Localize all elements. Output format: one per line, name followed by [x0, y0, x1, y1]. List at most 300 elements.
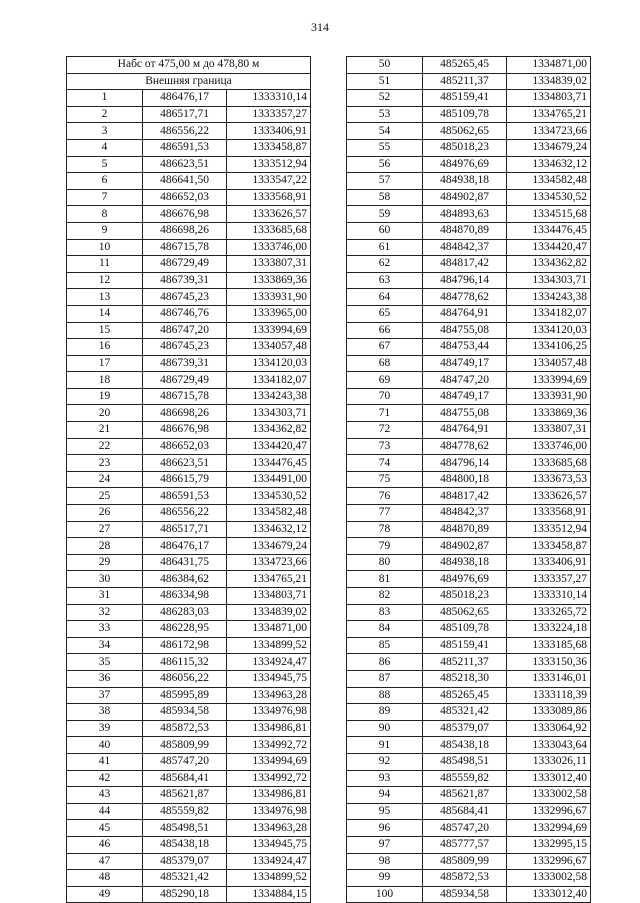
table-row: [67, 488, 311, 505]
table-row: [347, 803, 591, 820]
x-coordinate: 485559,82: [423, 770, 507, 787]
x-coordinate: 484778,62: [423, 289, 507, 306]
table-row: [67, 388, 311, 405]
x-coordinate: 485018,23: [423, 588, 507, 605]
point-number: 95: [347, 803, 423, 820]
x-coordinate: 484755,08: [423, 405, 507, 422]
table-row: [67, 737, 311, 754]
point-number: 84: [347, 621, 423, 638]
y-coordinate: 1334243,38: [227, 388, 311, 405]
y-coordinate: 1333185,68: [507, 637, 591, 654]
table-row: [67, 820, 311, 837]
y-coordinate: 1333673,53: [507, 471, 591, 488]
table-row: [347, 106, 591, 123]
point-number: 54: [347, 123, 423, 140]
table-row: [67, 753, 311, 770]
y-coordinate: 1334476,45: [227, 455, 311, 472]
table-row: [347, 355, 591, 372]
y-coordinate: 1334986,81: [227, 787, 311, 804]
y-coordinate: 1334963,28: [227, 687, 311, 704]
y-coordinate: 1333002,58: [507, 870, 591, 887]
y-coordinate: 1333310,14: [227, 90, 311, 107]
table-row: [67, 787, 311, 804]
table-row: [347, 189, 591, 206]
table-row: [67, 372, 311, 389]
x-coordinate: 486745,23: [143, 289, 227, 306]
table-row: [67, 836, 311, 853]
table-row: [67, 256, 311, 273]
x-coordinate: 486698,26: [143, 405, 227, 422]
table-title: Набс от 475,00 м до 478,80 м: [67, 57, 311, 74]
y-coordinate: 1334362,82: [507, 256, 591, 273]
point-number: 100: [347, 886, 423, 903]
point-number: 26: [67, 505, 143, 522]
x-coordinate: 484902,87: [423, 538, 507, 555]
x-coordinate: 484817,42: [423, 256, 507, 273]
table-row: [347, 670, 591, 687]
y-coordinate: 1334582,48: [507, 173, 591, 190]
point-number: 35: [67, 654, 143, 671]
y-coordinate: 1333089,86: [507, 704, 591, 721]
point-number: 10: [67, 239, 143, 256]
table-row: [67, 720, 311, 737]
point-number: 67: [347, 339, 423, 356]
y-coordinate: 1333931,90: [507, 388, 591, 405]
x-coordinate: 484753,44: [423, 339, 507, 356]
y-coordinate: 1333931,90: [227, 289, 311, 306]
x-coordinate: 486623,51: [143, 455, 227, 472]
y-coordinate: 1334679,24: [227, 538, 311, 555]
x-coordinate: 486283,03: [143, 604, 227, 621]
y-coordinate: 1334057,48: [227, 339, 311, 356]
y-coordinate: 1334803,71: [507, 90, 591, 107]
y-coordinate: 1334582,48: [227, 505, 311, 522]
x-coordinate: 486517,71: [143, 521, 227, 538]
y-coordinate: 1333568,91: [507, 505, 591, 522]
y-coordinate: 1334871,00: [227, 621, 311, 638]
point-number: 36: [67, 670, 143, 687]
x-coordinate: 484893,63: [423, 206, 507, 223]
table-row: [347, 322, 591, 339]
table-row: [347, 488, 591, 505]
x-coordinate: 485621,87: [143, 787, 227, 804]
table-subtitle: Внешняя граница: [67, 73, 311, 90]
x-coordinate: 484747,20: [423, 372, 507, 389]
table-row: [347, 720, 591, 737]
x-coordinate: 484870,89: [423, 222, 507, 239]
table-row: [347, 588, 591, 605]
table-row: [67, 637, 311, 654]
table-row: [347, 554, 591, 571]
x-coordinate: 486652,03: [143, 189, 227, 206]
point-number: 2: [67, 106, 143, 123]
point-number: 96: [347, 820, 423, 837]
table-row: [67, 438, 311, 455]
x-coordinate: 485559,82: [143, 803, 227, 820]
x-coordinate: 484938,18: [423, 173, 507, 190]
y-coordinate: 1333869,36: [507, 405, 591, 422]
table-row: [67, 355, 311, 372]
table-row: [67, 588, 311, 605]
x-coordinate: 485109,78: [423, 106, 507, 123]
x-coordinate: 485211,37: [423, 654, 507, 671]
point-number: 34: [67, 637, 143, 654]
table-row: [67, 803, 311, 820]
table-row: [67, 405, 311, 422]
y-coordinate: 1333265,72: [507, 604, 591, 621]
x-coordinate: 486698,26: [143, 222, 227, 239]
y-coordinate: 1333310,14: [507, 588, 591, 605]
y-coordinate: 1333807,31: [227, 256, 311, 273]
y-coordinate: 1333012,40: [507, 886, 591, 903]
x-coordinate: 485159,41: [423, 637, 507, 654]
table-row: [67, 870, 311, 887]
point-number: 99: [347, 870, 423, 887]
x-coordinate: 486115,32: [143, 654, 227, 671]
table-row: [347, 604, 591, 621]
x-coordinate: 485265,45: [423, 687, 507, 704]
table-row: [67, 687, 311, 704]
table-row: [347, 422, 591, 439]
y-coordinate: 1333064,92: [507, 720, 591, 737]
point-number: 9: [67, 222, 143, 239]
table-row: [347, 521, 591, 538]
y-coordinate: 1333406,91: [227, 123, 311, 140]
y-coordinate: 1334182,07: [227, 372, 311, 389]
y-coordinate: 1332996,67: [507, 853, 591, 870]
y-coordinate: 1333626,57: [227, 206, 311, 223]
y-coordinate: 1333869,36: [227, 272, 311, 289]
x-coordinate: 485995,89: [143, 687, 227, 704]
point-number: 52: [347, 90, 423, 107]
point-number: 87: [347, 670, 423, 687]
point-number: 76: [347, 488, 423, 505]
point-number: 74: [347, 455, 423, 472]
table-row: [347, 222, 591, 239]
x-coordinate: 485438,18: [143, 836, 227, 853]
x-coordinate: 486676,98: [143, 422, 227, 439]
table-row: [347, 820, 591, 837]
point-number: 7: [67, 189, 143, 206]
y-coordinate: 1332994,69: [507, 820, 591, 837]
x-coordinate: 485018,23: [423, 139, 507, 156]
y-coordinate: 1334679,24: [507, 139, 591, 156]
y-coordinate: 1334765,21: [507, 106, 591, 123]
y-coordinate: 1333994,69: [507, 372, 591, 389]
y-coordinate: 1334871,00: [507, 57, 591, 74]
table-row: [347, 637, 591, 654]
table-row: [67, 670, 311, 687]
table-row: [67, 106, 311, 123]
table-row: [347, 139, 591, 156]
point-number: 44: [67, 803, 143, 820]
table-row: [347, 173, 591, 190]
point-number: 11: [67, 256, 143, 273]
point-number: 88: [347, 687, 423, 704]
x-coordinate: 486747,20: [143, 322, 227, 339]
coordinates-table-left: [66, 56, 311, 903]
x-coordinate: 486384,62: [143, 571, 227, 588]
point-number: 63: [347, 272, 423, 289]
y-coordinate: 1333458,87: [227, 139, 311, 156]
table-row: [347, 289, 591, 306]
x-coordinate: 484764,91: [423, 305, 507, 322]
y-coordinate: 1334530,52: [507, 189, 591, 206]
x-coordinate: 485777,57: [423, 836, 507, 853]
y-coordinate: 1334924,47: [227, 654, 311, 671]
x-coordinate: 486715,78: [143, 239, 227, 256]
y-coordinate: 1334924,47: [227, 853, 311, 870]
point-number: 47: [67, 853, 143, 870]
table-row: [347, 455, 591, 472]
y-coordinate: 1334992,72: [227, 737, 311, 754]
table-row: [347, 123, 591, 140]
table-row: [347, 239, 591, 256]
x-coordinate: 484796,14: [423, 272, 507, 289]
x-coordinate: 485934,58: [143, 704, 227, 721]
point-number: 4: [67, 139, 143, 156]
table-row: [347, 305, 591, 322]
y-coordinate: 1334476,45: [507, 222, 591, 239]
y-coordinate: 1334986,81: [227, 720, 311, 737]
y-coordinate: 1334839,02: [507, 73, 591, 90]
table-row: [67, 770, 311, 787]
y-coordinate: 1333224,18: [507, 621, 591, 638]
x-coordinate: 485109,78: [423, 621, 507, 638]
y-coordinate: 1334803,71: [227, 588, 311, 605]
point-number: 51: [347, 73, 423, 90]
y-coordinate: 1333043,64: [507, 737, 591, 754]
y-coordinate: 1334992,72: [227, 770, 311, 787]
point-number: 43: [67, 787, 143, 804]
y-coordinate: 1333406,91: [507, 554, 591, 571]
y-coordinate: 1333150,36: [507, 654, 591, 671]
table-row: [67, 289, 311, 306]
table-row: [67, 272, 311, 289]
x-coordinate: 485747,20: [143, 753, 227, 770]
table-row: [67, 554, 311, 571]
point-number: 66: [347, 322, 423, 339]
y-coordinate: 1334106,25: [507, 339, 591, 356]
table-row: [67, 189, 311, 206]
x-coordinate: 485934,58: [423, 886, 507, 903]
point-number: 50: [347, 57, 423, 74]
point-number: 68: [347, 355, 423, 372]
table-row: [67, 322, 311, 339]
x-coordinate: 485321,42: [423, 704, 507, 721]
x-coordinate: 485211,37: [423, 73, 507, 90]
y-coordinate: 1333118,39: [507, 687, 591, 704]
table-row: [347, 339, 591, 356]
point-number: 59: [347, 206, 423, 223]
point-number: 69: [347, 372, 423, 389]
y-coordinate: 1332996,67: [507, 803, 591, 820]
point-number: 71: [347, 405, 423, 422]
x-coordinate: 485290,18: [143, 886, 227, 903]
table-row: [67, 704, 311, 721]
table-row: [67, 604, 311, 621]
point-number: 39: [67, 720, 143, 737]
x-coordinate: 486056,22: [143, 670, 227, 687]
x-coordinate: 486623,51: [143, 156, 227, 173]
table-row: [67, 139, 311, 156]
x-coordinate: 485809,99: [143, 737, 227, 754]
y-coordinate: 1333685,68: [227, 222, 311, 239]
table-row: [67, 206, 311, 223]
x-coordinate: 486729,49: [143, 256, 227, 273]
x-coordinate: 486556,22: [143, 505, 227, 522]
y-coordinate: 1334057,48: [507, 355, 591, 372]
table-row: [347, 272, 591, 289]
point-number: 80: [347, 554, 423, 571]
point-number: 46: [67, 836, 143, 853]
y-coordinate: 1334632,12: [507, 156, 591, 173]
table-row: [347, 737, 591, 754]
y-coordinate: 1333547,22: [227, 173, 311, 190]
x-coordinate: 485621,87: [423, 787, 507, 804]
point-number: 64: [347, 289, 423, 306]
table-row: [347, 687, 591, 704]
point-number: 17: [67, 355, 143, 372]
y-coordinate: 1334182,07: [507, 305, 591, 322]
point-number: 13: [67, 289, 143, 306]
table-row: [67, 455, 311, 472]
x-coordinate: 484938,18: [423, 554, 507, 571]
y-coordinate: 1333012,40: [507, 770, 591, 787]
table-row: [347, 621, 591, 638]
point-number: 92: [347, 753, 423, 770]
table-row: [347, 156, 591, 173]
point-number: 28: [67, 538, 143, 555]
x-coordinate: 485684,41: [423, 803, 507, 820]
point-number: 27: [67, 521, 143, 538]
x-coordinate: 485684,41: [143, 770, 227, 787]
table-row: [347, 73, 591, 90]
x-coordinate: 484800,18: [423, 471, 507, 488]
y-coordinate: 1333626,57: [507, 488, 591, 505]
point-number: 33: [67, 621, 143, 638]
x-coordinate: 486517,71: [143, 106, 227, 123]
page-number: 314: [311, 20, 329, 34]
x-coordinate: 484764,91: [423, 422, 507, 439]
point-number: 72: [347, 422, 423, 439]
table-row: [67, 538, 311, 555]
table-subheader-row: [67, 73, 311, 90]
x-coordinate: 486676,98: [143, 206, 227, 223]
point-number: 94: [347, 787, 423, 804]
point-number: 70: [347, 388, 423, 405]
table-row: [347, 753, 591, 770]
table-row: [347, 870, 591, 887]
x-coordinate: 485062,65: [423, 123, 507, 140]
x-coordinate: 485379,07: [143, 853, 227, 870]
y-coordinate: 1334765,21: [227, 571, 311, 588]
y-coordinate: 1334243,38: [507, 289, 591, 306]
point-number: 31: [67, 588, 143, 605]
point-number: 90: [347, 720, 423, 737]
point-number: 56: [347, 156, 423, 173]
y-coordinate: 1334515,68: [507, 206, 591, 223]
y-coordinate: 1334976,98: [227, 803, 311, 820]
point-number: 55: [347, 139, 423, 156]
point-number: 20: [67, 405, 143, 422]
table-row: [347, 505, 591, 522]
y-coordinate: 1334491,00: [227, 471, 311, 488]
table-row: [347, 853, 591, 870]
y-coordinate: 1334976,98: [227, 704, 311, 721]
point-number: 79: [347, 538, 423, 555]
table-header-row: [67, 57, 311, 74]
x-coordinate: 485265,45: [423, 57, 507, 74]
table-row: [67, 853, 311, 870]
x-coordinate: 486476,17: [143, 538, 227, 555]
y-coordinate: 1334303,71: [227, 405, 311, 422]
point-number: 16: [67, 339, 143, 356]
y-coordinate: 1333002,58: [507, 787, 591, 804]
point-number: 3: [67, 123, 143, 140]
y-coordinate: 1332995,15: [507, 836, 591, 853]
x-coordinate: 486476,17: [143, 90, 227, 107]
x-coordinate: 485498,51: [143, 820, 227, 837]
table-row: [347, 886, 591, 903]
y-coordinate: 1333965,00: [227, 305, 311, 322]
point-number: 1: [67, 90, 143, 107]
point-number: 58: [347, 189, 423, 206]
x-coordinate: 486729,49: [143, 372, 227, 389]
x-coordinate: 486431,75: [143, 554, 227, 571]
point-number: 22: [67, 438, 143, 455]
point-number: 83: [347, 604, 423, 621]
y-coordinate: 1334632,12: [227, 521, 311, 538]
x-coordinate: 486591,53: [143, 488, 227, 505]
x-coordinate: 486746,76: [143, 305, 227, 322]
x-coordinate: 484749,17: [423, 388, 507, 405]
y-coordinate: 1333357,27: [507, 571, 591, 588]
point-number: 60: [347, 222, 423, 239]
point-number: 82: [347, 588, 423, 605]
table-row: [67, 654, 311, 671]
x-coordinate: 486739,31: [143, 355, 227, 372]
y-coordinate: 1334945,75: [227, 836, 311, 853]
table-row: [347, 770, 591, 787]
point-number: 57: [347, 173, 423, 190]
table-row: [67, 471, 311, 488]
point-number: 41: [67, 753, 143, 770]
y-coordinate: 1334303,71: [507, 272, 591, 289]
x-coordinate: 484796,14: [423, 455, 507, 472]
point-number: 14: [67, 305, 143, 322]
x-coordinate: 485498,51: [423, 753, 507, 770]
table-row: [347, 256, 591, 273]
x-coordinate: 484870,89: [423, 521, 507, 538]
y-coordinate: 1333512,94: [507, 521, 591, 538]
point-number: 32: [67, 604, 143, 621]
table-row: [67, 886, 311, 903]
table-row: [67, 505, 311, 522]
point-number: 5: [67, 156, 143, 173]
y-coordinate: 1333458,87: [507, 538, 591, 555]
table-row: [67, 571, 311, 588]
point-number: 19: [67, 388, 143, 405]
y-coordinate: 1334420,47: [507, 239, 591, 256]
table-row: [347, 836, 591, 853]
x-coordinate: 486334,98: [143, 588, 227, 605]
x-coordinate: 484755,08: [423, 322, 507, 339]
table-row: [347, 704, 591, 721]
point-number: 15: [67, 322, 143, 339]
point-number: 53: [347, 106, 423, 123]
y-coordinate: 1333994,69: [227, 322, 311, 339]
